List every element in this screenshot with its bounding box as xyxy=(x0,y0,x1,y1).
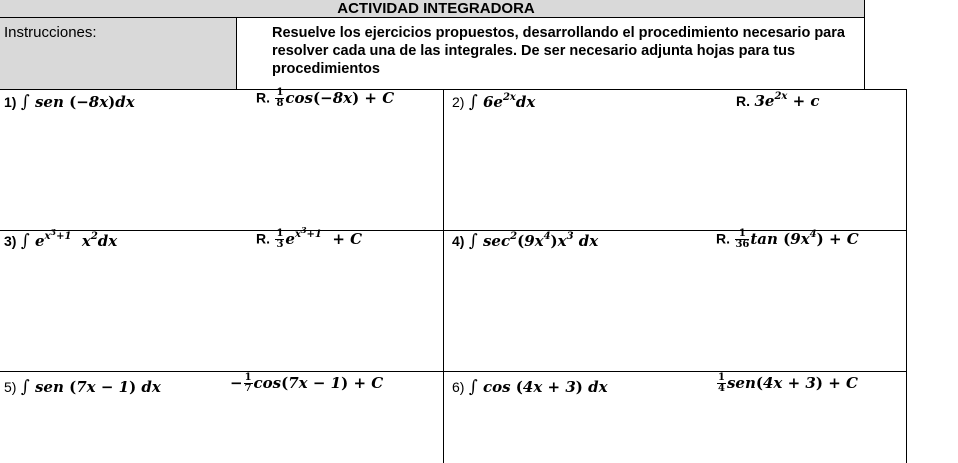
exercise-5-integral: ∫ sen (7x − 1) dx xyxy=(20,377,161,397)
exercise-2-number: 2) xyxy=(452,94,465,110)
exercise-1-integral: ∫ sen (−8x)dx xyxy=(20,92,135,112)
exercise-6-number: 6) xyxy=(452,379,465,395)
exercise-1 xyxy=(4,92,135,112)
exercise-3 xyxy=(4,227,118,251)
exercise-1-answer: R. $\frac{1}{8}$ cos(−8x) + C xyxy=(256,87,395,109)
exercise-5 xyxy=(4,377,161,397)
exercise-2-integral: ∫ $6e^{2x}dx$ xyxy=(468,92,536,112)
exercise-4-number: 4) xyxy=(452,233,465,249)
exercise-4-answer: R. $\frac{1}{36}$ $\tan (9x^4) + C$ xyxy=(716,228,859,250)
exercise-6-answer: $\frac{1}{4}$ sen(4x + 3) + C xyxy=(718,372,858,394)
page-title: ACTIVIDAD INTEGRADORA xyxy=(337,0,535,17)
exercise-5-number: 5) xyxy=(4,379,17,395)
exercise-3-answer: R. $\frac{1}{3}$ $e^{x^3+1} + C$ xyxy=(256,224,363,250)
exercise-4 xyxy=(452,231,598,251)
exercise-3-number: 3) xyxy=(4,233,17,249)
exercise-1-number: 1) xyxy=(4,94,17,110)
exercise-2-answer: R. $3e^{2x} + c$ xyxy=(736,91,820,110)
exercise-3-integral: ∫ $e^{x^3+1}$ $x^2dx$ xyxy=(20,227,118,251)
exercise-4-integral: ∫ $\sec^2(9x^4)x^3$ dx xyxy=(468,231,599,251)
instructions-label: Instrucciones: xyxy=(4,24,97,41)
exercise-6 xyxy=(452,377,608,397)
exercise-2 xyxy=(452,92,535,112)
exercise-6-integral: ∫ cos (4x + 3) dx xyxy=(468,377,608,397)
instructions-text: Resuelve los ejercicios propuestos, desarrollando el procedimiento necesario para resolver cada una de las integrales. De ser necesario adjunta hojas para tus procedimientos xyxy=(272,25,845,77)
exercise-5-answer: − $\frac{1}{7}$ cos(7x − 1) + C xyxy=(230,372,384,394)
